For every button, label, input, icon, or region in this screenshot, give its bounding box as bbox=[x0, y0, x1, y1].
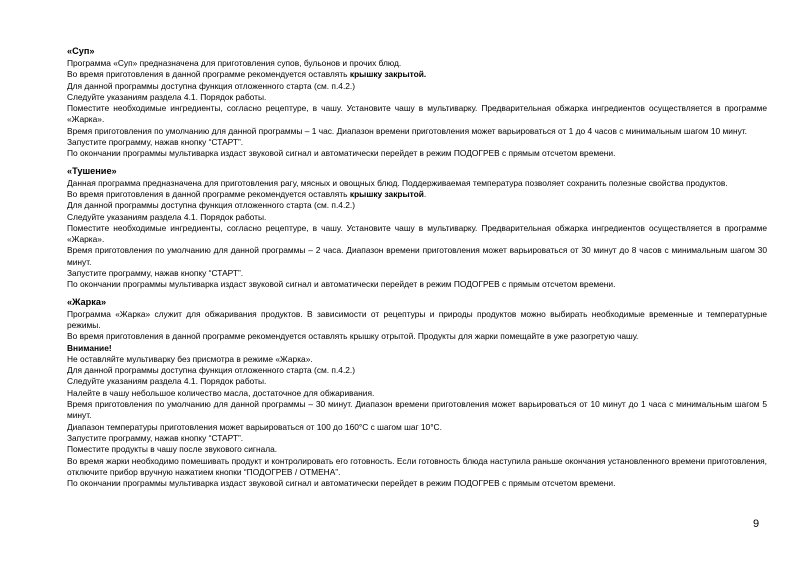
paragraph: Поместите необходимые ингредиенты, согласно рецептуре, в чашу. Установите чашу в мультиварку. Предварительная обжарка ингредиентов осуществляется в программе «Жарка». bbox=[67, 103, 767, 125]
paragraph: Запустите программу, нажав кнопку “СТАРТ”. bbox=[67, 268, 244, 279]
paragraph: Диапазон температуры приготовления может варьироваться от 100 до 160°С с шагом шаг 10°С. bbox=[67, 421, 442, 432]
paragraph: Программа «Жарка» служит для обжаривания продуктов. В зависимости от рецептуры и природы продуктов можно выбирать необходимые временные и температурные режимы. bbox=[67, 308, 767, 330]
paragraph bbox=[67, 69, 767, 80]
page-content bbox=[67, 45, 767, 489]
paragraph: Запустите программу, нажав кнопку “СТАРТ”. bbox=[67, 137, 244, 148]
paragraph bbox=[67, 189, 767, 200]
paragraph-text: Во время приготовления в данной программе рекомендуется оставлять bbox=[67, 188, 350, 199]
paragraph: Программа «Суп» предназначена для приготовления супов, бульонов и прочих блюд. bbox=[67, 58, 402, 68]
section-stewing bbox=[67, 165, 767, 291]
paragraph: Для данной программы доступна функция отложенного старта (см. п.4.2.) bbox=[67, 200, 356, 211]
section-title: «Жарка» bbox=[67, 296, 107, 307]
paragraph: Время приготовления по умолчанию для данной программы – 2 часа. Диапазон времени приготовления может варьироваться от 30 минут до 8 часов с минимальным шагом 30 минут. bbox=[67, 245, 767, 267]
section-frying bbox=[67, 296, 767, 490]
paragraph: По окончании программы мультиварка издаст звуковой сигнал и автоматически перейдет в режим ПОДОГРЕВ с прямым отсчетом времени. bbox=[67, 148, 616, 159]
warning-label bbox=[67, 343, 767, 354]
section-title: «Тушение» bbox=[67, 165, 117, 176]
paragraph: По окончании программы мультиварка издаст звуковой сигнал и автоматически перейдет в режим ПОДОГРЕВ с прямым отсчетом времени. bbox=[67, 478, 616, 489]
paragraph: Поместите необходимые ингредиенты, согласно рецептуре, в чашу. Установите чашу в мультиварку. Предварительная обжарка ингредиентов осуществляется в программе «Жарка». bbox=[67, 222, 767, 245]
section-soup bbox=[67, 45, 767, 160]
paragraph-text: . bbox=[423, 188, 427, 199]
paragraph: Следуйте указаниям раздела 4.1. Порядок работы. bbox=[67, 211, 267, 222]
paragraph: Время приготовления по умолчанию для данной программы – 30 минут. Диапазон времени приготовления может варьироваться от 10 минут до 1 часа с минимальным шагом 5 минут. bbox=[67, 399, 767, 421]
page-number: 9 bbox=[753, 518, 760, 530]
paragraph: Следуйте указаниям раздела 4.1. Порядок работы. bbox=[67, 91, 267, 102]
paragraph: Во время жарки необходимо помешивать продукт и контролировать его готовность. Если готовность блюда наступила раньше окончания установленного времени приготовления, отключите прибор вручную нажатием кнопки “ПОДОГРЕВ / ОТМЕНА”. bbox=[67, 455, 767, 477]
paragraph: Налейте в чашу небольшое количество масла, достаточное для обжаривания. bbox=[67, 387, 375, 398]
paragraph: Время приготовления по умолчанию для данной программы – 1 час. Диапазон времени приготовления может варьироваться от 1 до 4 часов с минимальным шагом 10 минут. bbox=[67, 125, 747, 136]
paragraph: По окончании программы мультиварка издаст звуковой сигнал и автоматически перейдет в режим ПОДОГРЕВ с прямым отсчетом времени. bbox=[67, 279, 616, 290]
paragraph: Для данной программы доступна функция отложенного старта (см. п.4.2.) bbox=[67, 365, 356, 376]
paragraph: Следуйте указаниям раздела 4.1. Порядок работы. bbox=[67, 376, 267, 387]
section-title: «Суп» bbox=[67, 46, 95, 56]
bold-text: Внимание! bbox=[67, 342, 112, 353]
paragraph-text: Во время приготовления в данной программе рекомендуется оставлять bbox=[67, 69, 350, 80]
paragraph: Для данной программы доступна функция отложенного старта (см. п.4.2.) bbox=[67, 80, 356, 91]
bold-text: крышку закрытой. bbox=[349, 69, 427, 80]
paragraph: Поместите продукты в чашу после звукового сигнала. bbox=[67, 444, 278, 455]
paragraph: Не оставляйте мультиварку без присмотра в режиме «Жарка». bbox=[67, 353, 313, 364]
paragraph: Во время приготовления в данной программе рекомендуется оставлять крышку отрытой. Продукты для жарки помещайте в уже разогретую чашу. bbox=[67, 331, 639, 342]
paragraph: Запустите программу, нажав кнопку “СТАРТ”. bbox=[67, 432, 244, 443]
bold-text: крышку закрытой bbox=[349, 188, 424, 199]
paragraph: Данная программа предназначена для приготовления рагу, мясных и овощных блюд. Поддерживаемая температура позволяет сохранить полезные свойства продуктов. bbox=[67, 177, 728, 188]
